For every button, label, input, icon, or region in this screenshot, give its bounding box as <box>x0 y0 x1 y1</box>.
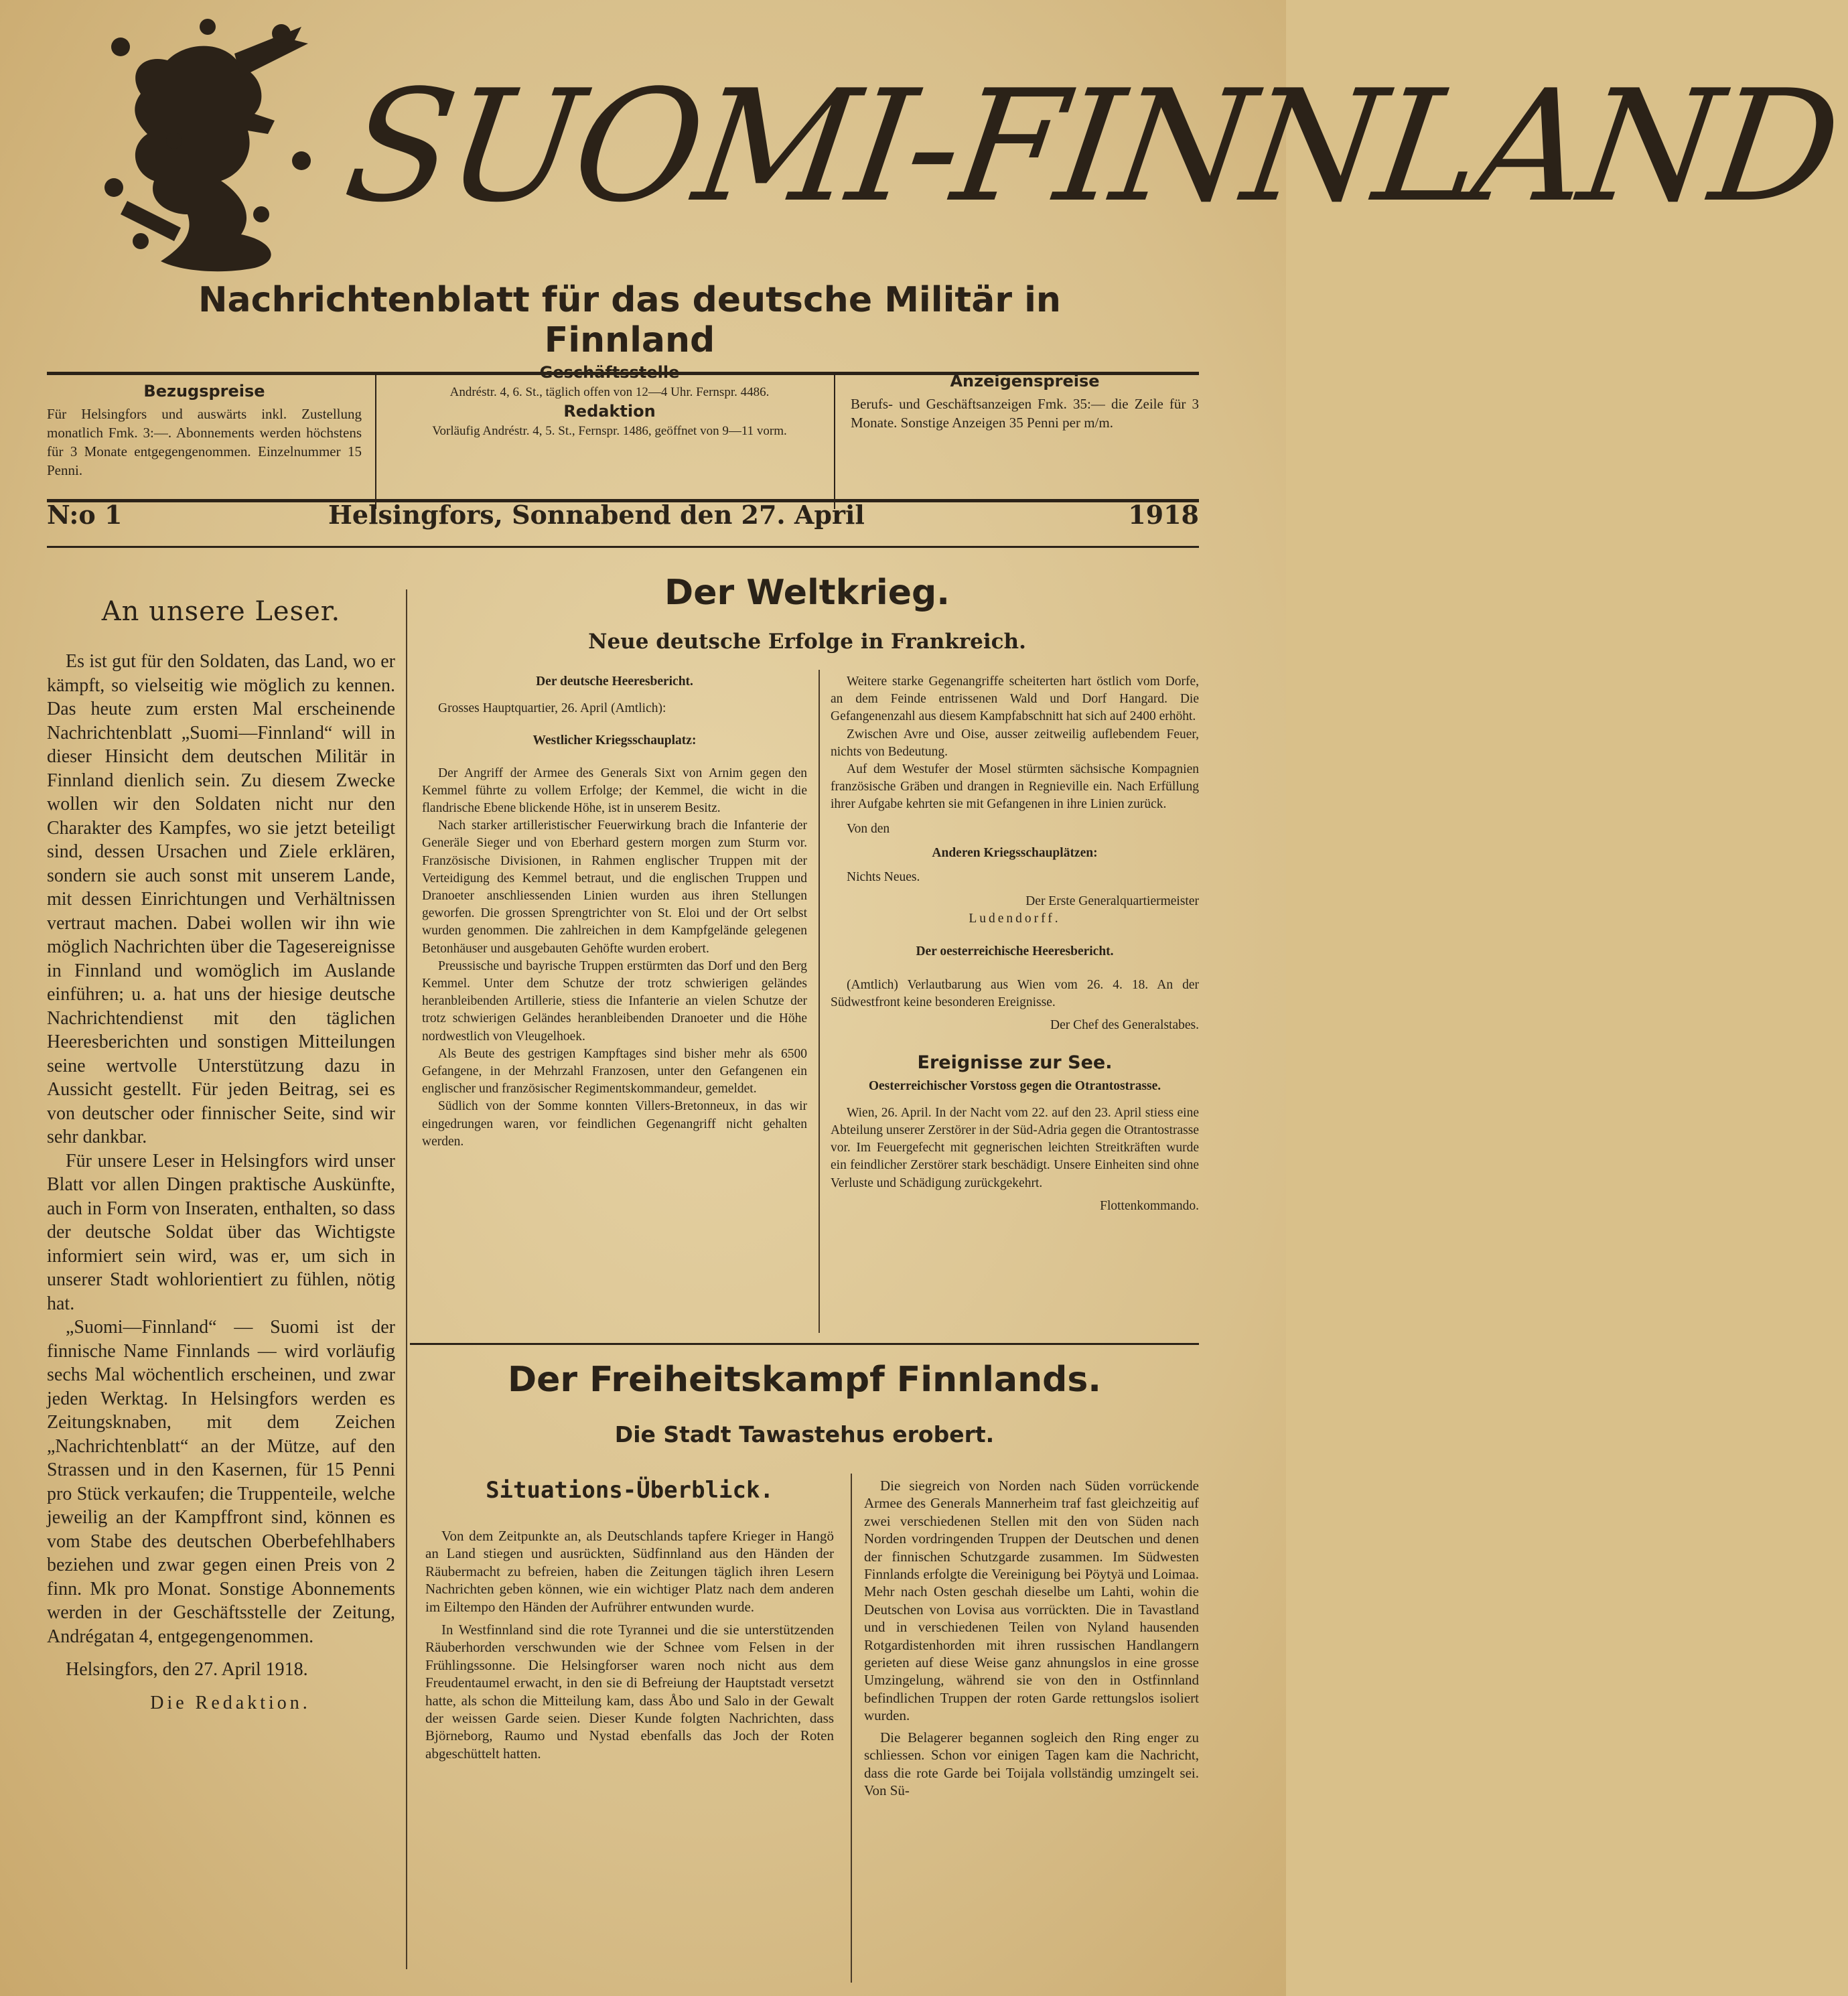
weltkrieg-headline: Der Weltkrieg. <box>664 573 950 613</box>
hq-line: Grosses Hauptquartier, 26. April (Amtlich): <box>438 701 666 716</box>
weltkrieg-paragraph: Weitere starke Gegenangriffe scheiterten hart östlich vom Dorfe, an dem Feinde entrissenen Wald und Dorf Hangard. Die Gefangenenzahl aus diesem Kampfabschnitt hat sich auf 2400 erhöht. <box>831 674 1199 724</box>
masthead-subtitle: Nachrichtenblatt für das deutsche Militär in Finnland <box>198 280 1061 360</box>
leser-article <box>47 650 395 1715</box>
weltkrieg-paragraph: Nach starker artilleristischer Feuerwirkung brach die Infanterie der Generäle Sieger und von Eberhard gestern morgen zum Sturm vor. Französische Divisionen, in Rahmen englischer Truppen mit der Verteidigung des Kemmel betraut, und die englischen Truppen und Dranoeter anschliessenden Linien wurden aus ihren Stellungen geworfen. Die grossen Sprengtrichter von St. Eloi und der Ort selbst wurden genommen. Die zahlreichen in dem Kampfgelände gelegenen Betonhäuser und ausgebauten Gehöfte wurden erobert. <box>422 818 807 956</box>
oesterreich-text: (Amtlich) Verlautbarung aus Wien vom 26. 4. 18. An der Südwestfront keine besonderen Ereignisse. <box>831 977 1199 1010</box>
leser-signature: Die Redaktion. <box>150 1692 311 1713</box>
freiheit-left-column <box>425 1527 834 1762</box>
weltkrieg-paragraph: Als Beute des gestrigen Kampftages sind bisher mehr als 6500 Gefangene, in der Mehrzahl Franzosen, unter den Gefangenen ein englischer und französischer Regimentskommandeur, gemeldet. <box>422 1046 807 1096</box>
von-den-line: Von den <box>847 821 890 836</box>
nichts-neues: Nichts Neues. <box>847 870 920 885</box>
redaktion-text: Vorläufig Andréstr. 4, 5. St., Fernspr. 1486, geöffnet von 9—11 vorm. <box>432 424 787 438</box>
leser-headline: An unsere Leser. <box>101 596 341 627</box>
leser-paragraph: Für unsere Leser in Helsingfors wird unser Blatt vor allen Dingen praktische Auskünfte, auch in Form von Inseraten, enthalten, so dass der deutsche Soldat über das Wichtigste informiert sein wird, was er, um sich in unserer Stadt wohlorientiert zu fühlen, nötig hat. <box>47 1150 395 1314</box>
see-signature: Flottenkommando. <box>1100 1198 1199 1213</box>
freiheitskampf-subhead: Die Stadt Tawastehus erobert. <box>614 1421 995 1447</box>
ludendorff-title: Der Erste Generalquartiermeister <box>1025 894 1199 909</box>
weltkrieg-right-column <box>831 673 1199 1215</box>
box-divider <box>375 375 376 509</box>
anzeigenspreise-heading: Anzeigenspreise <box>950 372 1100 390</box>
freiheit-paragraph: Die Belagerer begannen sogleich den Ring enger zu schliessen. Schon vor einigen Tagen kam die Nachricht, dass die rote Garde bei Toijala vollständig umzingelt sei. Von Sü- <box>864 1729 1199 1798</box>
freiheit-paragraph: Von dem Zeitpunkte an, als Deutschlands tapfere Krieger in Hangö an Land stiegen und ausrückten, Südfinnland aus den Händen der Räubermacht zu befreien, haben die Zeitungen täglich ihren Lesern Nachrichten geben können, wie ein wichtiger Platz nach dem anderen im Eiltempo den Händen der Aufrührer entwunden wurde. <box>425 1528 834 1615</box>
box-divider <box>834 375 835 509</box>
geschaeftsstelle-heading: Geschäftsstelle <box>539 363 680 382</box>
weltkrieg-paragraph: Zwischen Avre und Oise, ausser zeitweilig auflebendem Feuer, nichts von Bedeutung. <box>831 727 1199 759</box>
oesterreich-signature: Der Chef des Generalstabes. <box>1050 1018 1199 1033</box>
oesterreich-heading: Der oesterreichische Heeresbericht. <box>916 944 1114 958</box>
column-separator <box>406 589 407 1969</box>
anzeigenspreise-text: Berufs- und Geschäftsanzeigen Fmk. 35:— die Zeile für 3 Monate. Sonstige Anzeigen 35 Penni per m/m. <box>851 396 1199 431</box>
geschaeftsstelle-text: Andréstr. 4, 6. St., täglich offen von 12—4 Uhr. Fernspr. 4486. <box>449 385 770 399</box>
year: 1918 <box>1128 500 1199 530</box>
geschaeftsstelle-box <box>388 365 831 499</box>
leser-paragraph: Es ist gut für den Soldaten, das Land, wo er kämpft, so vielseitig wie möglich zu kennen. Das heute zum ersten Mal erscheinende Nachrichtenblatt „Suomi—Finnland“ will in dieser Hinsicht dem deutschen Militär in Finnland dienlich sein. Zu diesem Zwecke wollen wir den Soldaten nicht nur den Charakter des Kampfes, wo sie jetzt beteiligt sind, dessen Ursachen und Ziele erklären, sondern sie auch sonst mit unserem Lande, mit dessen Einrichtungen und Verhältnissen vertraut machen. Dabei wollen wir ihn wie möglich Nachrichten über die Tagesereignisse in Finnland und womöglich im Auslande einführen; u. a. hat uns der hiesige deutsche Nachrichtendienst mit den täglichen Heeresberichten und sonstigen Mitteilungen seine wertvolle Unterstützung dazu in Aussicht gestellt. Für jeden Beitrag, sei es von deutscher oder finnischer Seite, sind wir sehr dankbar. <box>47 651 395 1147</box>
weltkrieg-paragraph: Auf dem Westufer der Mosel stürmten sächsische Kompagnien französische Gräben und drangen in Regnieville ein. Nach Erfüllung ihrer Aufgabe kehrten sie mit Gefangenen in ihre Linien zurück. <box>831 762 1199 812</box>
leser-place-date: Helsingfors, den 27. April 1918. <box>66 1659 308 1680</box>
finnish-lion-coat-of-arms-icon <box>100 13 315 281</box>
bezugspreise-text: Für Helsingfors und auswärts inkl. Zustellung monatlich Fmk. 3:—. Abonnements werden höchstens für 3 Monate entgegengenommen. Einzelnummer 15 Penni. <box>47 406 362 478</box>
weltkrieg-paragraph: Südlich von der Somme konnten Villers-Bretonneux, in das wir eingedrungen waren, vor feindlichen Gegenangriff nicht gehalten werden. <box>422 1099 807 1149</box>
heeresbericht-heading: Der deutsche Heeresbericht. <box>536 674 693 689</box>
see-subheading: Oesterreichischer Vorstoss gegen die Otrantostrasse. <box>868 1078 1161 1093</box>
section-rule <box>410 1343 1199 1345</box>
freiheit-right-column <box>864 1477 1199 1799</box>
freiheit-paragraph: In Westfinnland sind die rote Tyrannei und die sie unterstützenden Räuberhorden verschwunden wie der Schnee vom Felsen in der Frühlingssonne. Die Helsingforser waren noch nicht aus dem Freudentaumel erwacht, in den sie di Befreiung der Hauptstadt versetzt hatte, als schon die Mitteilung kam, dass Åbo und Salo in der Gewalt der weissen Garde seien. Dieser Kunde folgten Nachrichten, dass Björneborg, Raumo und Nystad ebenfalls das Joch der Roten abgeschüttelt hatten. <box>425 1622 834 1762</box>
dateline <box>47 494 1199 541</box>
freiheitskampf-headline: Der Freiheitskampf Finnlands. <box>507 1360 1102 1400</box>
situations-ueberblick-heading: Situations-Überblick. <box>486 1477 774 1504</box>
leser-paragraph: „Suomi—Finnland“ — Suomi ist der finnische Name Finnlands — wird vorläufig sechs Mal wöchentlich erscheinen, und zwar jeden Werktag. In Helsingfors werden es Zeitungsknaben, mit dem Zeichen „Nachrichtenblatt“ an der Mütze, auf den Strassen und in den Kasernen, für 15 Penni pro Stück verkaufen; die Truppenteile, welche jeweilig an der Kampffront sind, können es vom Stabe des deutschen Oberbefehlhabers beziehen und zwar gegen einen Preis von 2 finn. Mk pro Monat. Sonstige Abonnements werden in der Geschäftsstelle der Zeitung, Andrégatan 4, entgegengenommen. <box>47 1317 395 1647</box>
bezugspreise-heading: Bezugspreise <box>143 382 265 401</box>
column-separator <box>851 1474 852 1983</box>
redaktion-heading: Redaktion <box>563 402 656 421</box>
andere-kriegsschauplaetze-heading: Anderen Kriegsschauplätzen: <box>932 845 1098 860</box>
rule-dateline-bottom <box>47 546 1199 548</box>
kriegsschauplatz-heading: Westlicher Kriegsschauplatz: <box>532 733 697 748</box>
weltkrieg-paragraph: Der Angriff der Armee des Generals Sixt von Arnim gegen den Kemmel führte zu vollem Erfolge; der Kemmel, die wicht in die flandrische Ebene blickende Höhe, ist in unserem Besitz. <box>422 766 807 816</box>
weltkrieg-left-column <box>422 673 807 1151</box>
anzeigenspreise-box <box>851 372 1199 506</box>
weltkrieg-subhead: Neue deutsche Erfolge in Frankreich. <box>588 630 1026 654</box>
place-date: Helsingfors, Sonnabend den 27. April <box>328 500 865 530</box>
issue-number: N:o 1 <box>47 500 123 530</box>
see-text: Wien, 26. April. In der Nacht vom 22. auf den 23. April stiess eine Abteilung unserer Zerstörer in der Süd-Adria gegen die Otrantostrasse vor. Im Feuergefecht mit gegnerischen leichten Streitkräften wurde ein feindlicher Zerstörer stark beschädigt. Unsere Einheiten sind ohne Verluste und Schädigung zurückgekehrt. <box>831 1105 1199 1190</box>
freiheit-paragraph: Die siegreich von Norden nach Süden vorrückende Armee des Generals Mannerheim traf fast gleichzeitig auf zwei verschiedenen Stellen mit den von Süden nach Norden vordringenden Truppen der Deutschen und denen der finnischen Schutzgarde zusammen. Im Südwesten Finnlands erfolgte die Vereinigung bei Pöytyä und Loimaa. Mehr nach Osten geschah dieselbe um Lahti, wohin die Deutschen von Lovisa aus vorrückten. Die in Tavastland und in verschiedenen Teilen von Nyland hausenden Rotgardistenhorden mit ihren russischen Handlangern gerieten auf diese Weise ganz ahnungslos in eine grosse Umzingelung, während sie von den in Ostfinnland befindlichen Truppen der roten Garde rettungslos isoliert wurden. <box>864 1478 1199 1724</box>
see-heading: Ereignisse zur See. <box>917 1052 1113 1074</box>
column-separator <box>819 670 820 1333</box>
masthead-title: SUOMI-FINNLAND <box>336 58 1847 236</box>
weltkrieg-paragraph: Preussische und bayrische Truppen erstürmten das Dorf und den Berg Kemmel. Unter dem Schutze der trotz schwierigen geländes heranbleibenden Artillerie, stiess die Infanterie an vielen Schutze der trotz schwierigen Geländes heranbleibenden Dranoeter und die Höhe nordwestlich von Vleugelhoek. <box>422 958 807 1044</box>
ludendorff-name: Ludendorff. <box>969 912 1061 926</box>
